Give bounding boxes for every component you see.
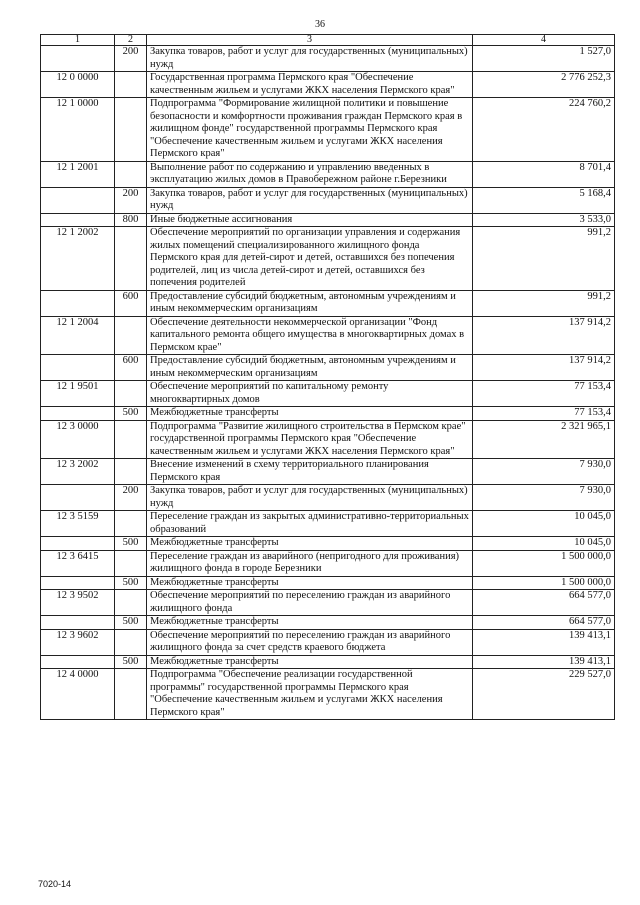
- description-cell: Подпрограмма "Обеспечение реализации государственной программы" государственной программы Пермского края "Обеспечение качественным жильем и услугами ЖКХ населения Пермского края": [147, 669, 473, 720]
- amount-cell: 5 168,4: [473, 187, 615, 213]
- code-cell: 12 3 9602: [41, 629, 115, 655]
- page-number: 36: [315, 19, 325, 30]
- code-cell: [41, 213, 115, 227]
- code-cell: 12 1 0000: [41, 98, 115, 162]
- table-row: [41, 381, 615, 407]
- table-row: [41, 355, 615, 381]
- description-cell: Обеспечение мероприятий по переселению граждан из аварийного жилищного фонда: [147, 590, 473, 616]
- amount-cell: 139 413,1: [473, 629, 615, 655]
- amount-cell: 77 153,4: [473, 407, 615, 421]
- expense-type-cell: 800: [115, 213, 147, 227]
- amount-cell: 137 914,2: [473, 316, 615, 355]
- amount-cell: 224 760,2: [473, 98, 615, 162]
- description-cell: Закупка товаров, работ и услуг для государственных (муниципальных) нужд: [147, 187, 473, 213]
- amount-cell: 664 577,0: [473, 616, 615, 630]
- code-cell: 12 1 2002: [41, 227, 115, 291]
- code-cell: [41, 576, 115, 590]
- expense-type-cell: 500: [115, 576, 147, 590]
- description-cell: Переселение граждан из закрытых административно-территориальных образований: [147, 511, 473, 537]
- description-cell: Межбюджетные трансферты: [147, 407, 473, 421]
- description-cell: Переселение граждан из аварийного (непригодного для проживания) жилищного фонда в городе Березники: [147, 550, 473, 576]
- expense-type-cell: [115, 316, 147, 355]
- expense-type-cell: [115, 98, 147, 162]
- description-cell: Обеспечение деятельности некоммерческой организации "Фонд капитального ремонта общего имущества в многоквартирных домах в Пермском крае": [147, 316, 473, 355]
- expense-type-cell: [115, 420, 147, 459]
- description-cell: Закупка товаров, работ и услуг для государственных (муниципальных) нужд: [147, 46, 473, 72]
- code-cell: [41, 407, 115, 421]
- code-cell: [41, 537, 115, 551]
- expense-type-cell: 600: [115, 355, 147, 381]
- column-header: 3: [147, 35, 473, 46]
- table-row: [41, 616, 615, 630]
- description-cell: Обеспечение мероприятий по капитальному ремонту многоквартирных домов: [147, 381, 473, 407]
- code-cell: 12 3 6415: [41, 550, 115, 576]
- description-cell: Межбюджетные трансферты: [147, 616, 473, 630]
- expense-type-cell: 500: [115, 407, 147, 421]
- expense-type-cell: 200: [115, 187, 147, 213]
- code-cell: 12 1 2001: [41, 161, 115, 187]
- table-row: [41, 72, 615, 98]
- table-row: [41, 316, 615, 355]
- code-cell: [41, 655, 115, 669]
- expense-type-cell: [115, 550, 147, 576]
- description-cell: Внесение изменений в схему территориального планирования Пермского края: [147, 459, 473, 485]
- table-row: [41, 98, 615, 162]
- expense-type-cell: [115, 161, 147, 187]
- code-cell: 12 1 9501: [41, 381, 115, 407]
- amount-cell: 77 153,4: [473, 381, 615, 407]
- amount-cell: 10 045,0: [473, 511, 615, 537]
- code-cell: 12 3 0000: [41, 420, 115, 459]
- expense-type-cell: [115, 669, 147, 720]
- code-cell: [41, 355, 115, 381]
- description-cell: Предоставление субсидий бюджетным, автономным учреждениям и иным некоммерческим организациям: [147, 355, 473, 381]
- table-row: [41, 550, 615, 576]
- document-footer-code: 7020-14: [38, 879, 72, 889]
- amount-cell: 229 527,0: [473, 669, 615, 720]
- amount-cell: 10 045,0: [473, 537, 615, 551]
- code-cell: 12 3 9502: [41, 590, 115, 616]
- amount-cell: 137 914,2: [473, 355, 615, 381]
- description-cell: Выполнение работ по содержанию и управлению введенных в эксплуатацию жилых домов в Правобережном районе г.Березники: [147, 161, 473, 187]
- amount-cell: 664 577,0: [473, 590, 615, 616]
- table-row: [41, 290, 615, 316]
- budget-table: [40, 34, 615, 720]
- amount-cell: 1 500 000,0: [473, 576, 615, 590]
- amount-cell: 2 321 965,1: [473, 420, 615, 459]
- description-cell: Межбюджетные трансферты: [147, 655, 473, 669]
- amount-cell: 139 413,1: [473, 655, 615, 669]
- description-cell: Подпрограмма "Формирование жилищной политики и повышение безопасности и комфортности проживания граждан Пермского края в жилищном фонде" государственной программы Пермского края "Обеспечение качественным жильем и услугами ЖКХ населения Пермского края": [147, 98, 473, 162]
- table-row: [41, 511, 615, 537]
- column-header: 1: [41, 35, 115, 46]
- column-header: 4: [473, 35, 615, 46]
- description-cell: Обеспечение мероприятий по организации управления и содержания жилых помещений специализированного жилищного фонда Пермского края для детей-сирот и детей, оставшихся без попечения родителей, лиц из числа детей-сирот и детей, оставшихся без попечения родителей: [147, 227, 473, 291]
- code-cell: 12 4 0000: [41, 669, 115, 720]
- code-cell: 12 1 2004: [41, 316, 115, 355]
- code-cell: [41, 290, 115, 316]
- table-row: [41, 590, 615, 616]
- amount-cell: 991,2: [473, 227, 615, 291]
- table-row: [41, 459, 615, 485]
- expense-type-cell: [115, 381, 147, 407]
- table-header-row: [41, 35, 615, 46]
- amount-cell: 991,2: [473, 290, 615, 316]
- description-cell: Закупка товаров, работ и услуг для государственных (муниципальных) нужд: [147, 485, 473, 511]
- code-cell: 12 3 5159: [41, 511, 115, 537]
- table-row: [41, 485, 615, 511]
- expense-type-cell: [115, 227, 147, 291]
- column-header: 2: [115, 35, 147, 46]
- expense-type-cell: 500: [115, 655, 147, 669]
- expense-type-cell: [115, 459, 147, 485]
- expense-type-cell: 600: [115, 290, 147, 316]
- code-cell: [41, 187, 115, 213]
- table-row: [41, 46, 615, 72]
- table-row: [41, 407, 615, 421]
- amount-cell: 8 701,4: [473, 161, 615, 187]
- table-row: [41, 537, 615, 551]
- code-cell: 12 3 2002: [41, 459, 115, 485]
- amount-cell: 3 533,0: [473, 213, 615, 227]
- expense-type-cell: [115, 590, 147, 616]
- expense-type-cell: 200: [115, 485, 147, 511]
- table-row: [41, 669, 615, 720]
- expense-type-cell: [115, 511, 147, 537]
- expense-type-cell: 200: [115, 46, 147, 72]
- table-row: [41, 213, 615, 227]
- amount-cell: 2 776 252,3: [473, 72, 615, 98]
- description-cell: Подпрограмма "Развитие жилищного строительства в Пермском крае" государственной программы Пермского края "Обеспечение качественным жильем и услугами ЖКХ населения Пермского края": [147, 420, 473, 459]
- expense-type-cell: 500: [115, 537, 147, 551]
- description-cell: Обеспечение мероприятий по переселению граждан из аварийного жилищного фонда за счет средств краевого бюджета: [147, 629, 473, 655]
- table-row: [41, 576, 615, 590]
- amount-cell: 7 930,0: [473, 485, 615, 511]
- expense-type-cell: [115, 629, 147, 655]
- expense-type-cell: [115, 72, 147, 98]
- code-cell: [41, 485, 115, 511]
- amount-cell: 1 527,0: [473, 46, 615, 72]
- table-row: [41, 227, 615, 291]
- amount-cell: 1 500 000,0: [473, 550, 615, 576]
- table-row: [41, 187, 615, 213]
- table-row: [41, 161, 615, 187]
- description-cell: Межбюджетные трансферты: [147, 537, 473, 551]
- table-row: [41, 655, 615, 669]
- code-cell: [41, 616, 115, 630]
- table-row: [41, 629, 615, 655]
- amount-cell: 7 930,0: [473, 459, 615, 485]
- description-cell: Предоставление субсидий бюджетным, автономным учреждениям и иным некоммерческим организациям: [147, 290, 473, 316]
- description-cell: Государственная программа Пермского края "Обеспечение качественным жильем и услугами ЖКХ населения Пермского края": [147, 72, 473, 98]
- expense-type-cell: 500: [115, 616, 147, 630]
- description-cell: Иные бюджетные ассигнования: [147, 213, 473, 227]
- description-cell: Межбюджетные трансферты: [147, 576, 473, 590]
- code-cell: 12 0 0000: [41, 72, 115, 98]
- table-row: [41, 420, 615, 459]
- code-cell: [41, 46, 115, 72]
